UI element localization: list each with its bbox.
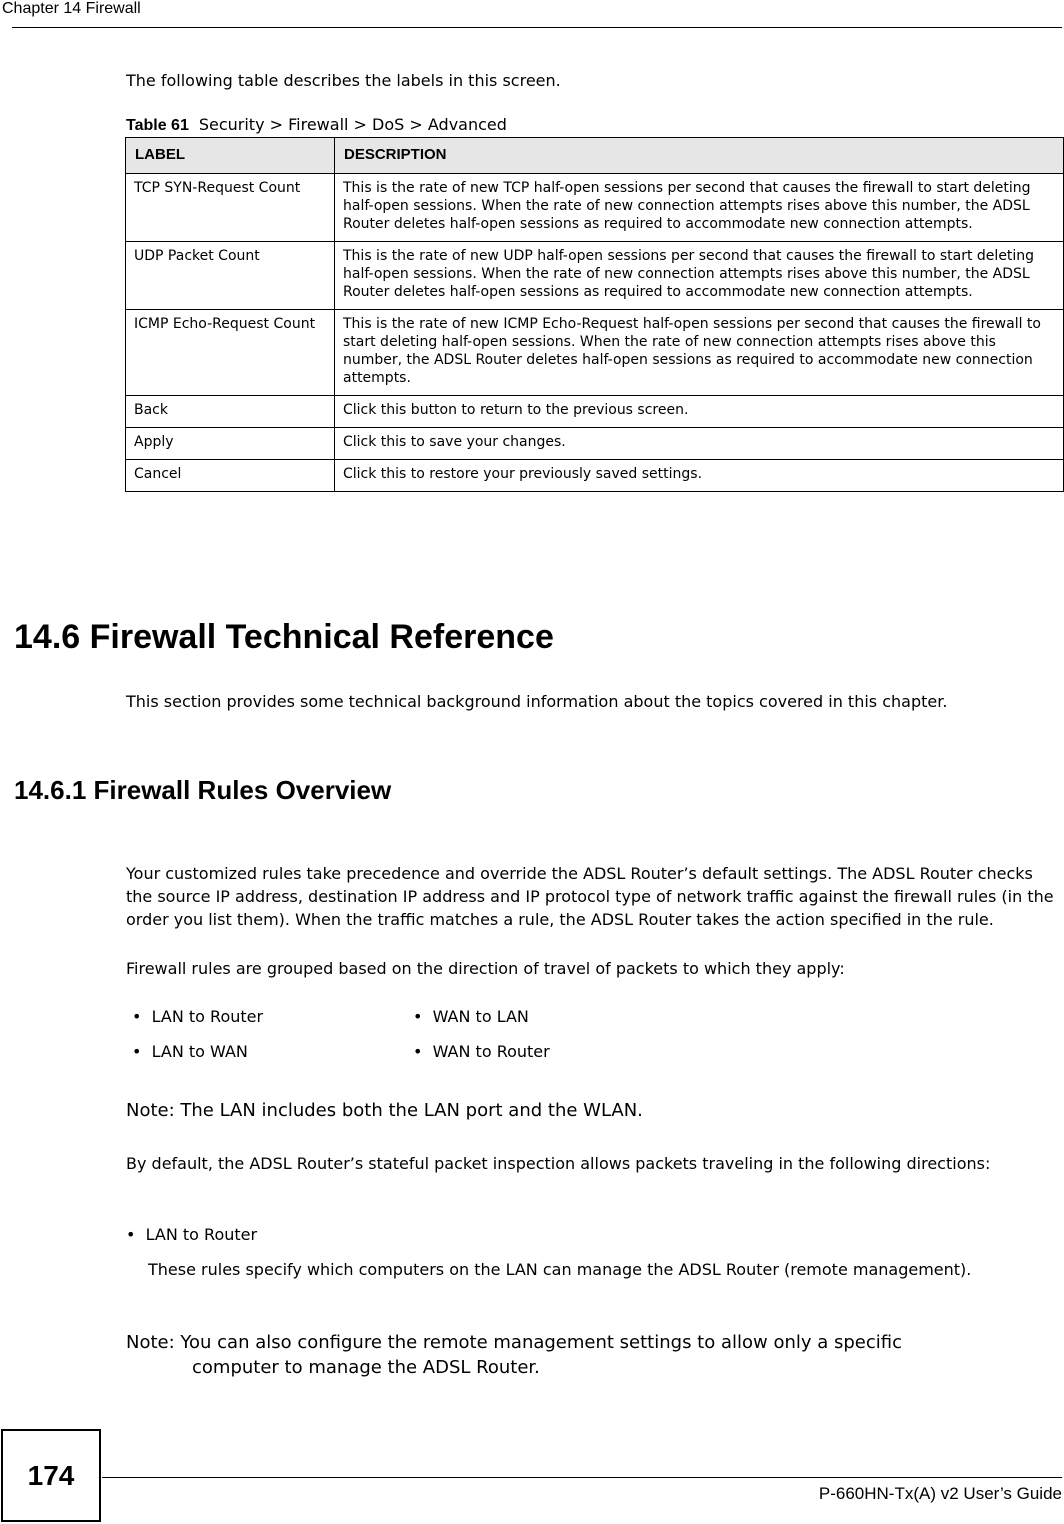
table-header-row	[126, 138, 1064, 174]
note-line: Note: You can also configure the remote management settings to allow only a specific	[126, 1332, 903, 1353]
table-caption	[126, 115, 507, 135]
table-row	[126, 460, 1064, 492]
row-description: Click this to restore your previously saved settings.	[335, 460, 1064, 492]
description-column-header: DESCRIPTION	[335, 138, 1064, 174]
page-number: 174	[1, 1429, 101, 1522]
note-remote-management	[126, 1330, 1056, 1380]
label-column-header: LABEL	[126, 138, 335, 174]
table-caption-title: Security > Firewall > DoS > Advanced	[198, 115, 507, 134]
list-item: • WAN to LAN	[413, 1007, 529, 1026]
table-row	[126, 174, 1064, 242]
note-line: computer to manage the ADSL Router.	[192, 1357, 540, 1378]
description-table	[125, 137, 1064, 492]
list-item: • LAN to WAN	[132, 1042, 248, 1061]
default-directions-paragraph: By default, the ADSL Router’s stateful packet inspection allows packets traveling in the following directions:	[126, 1154, 991, 1173]
bullet-description: These rules specify which computers on the LAN can manage the ADSL Router (remote management).	[148, 1260, 972, 1279]
guide-title: P-660HN-Tx(A) v2 User’s Guide	[818, 1484, 1062, 1503]
chapter-header: Chapter 14 Firewall	[2, 0, 141, 17]
header-divider	[12, 27, 1062, 28]
row-description: Click this to save your changes.	[335, 428, 1064, 460]
subsection-heading: 14.6.1 Firewall Rules Overview	[14, 775, 392, 805]
row-label: TCP SYN-Request Count	[126, 174, 335, 242]
footer-divider	[102, 1477, 1062, 1478]
section-intro: This section provides some technical background information about the topics covered in this chapter.	[126, 692, 948, 711]
row-label: ICMP Echo-Request Count	[126, 310, 335, 396]
list-item: • LAN to Router	[132, 1007, 264, 1026]
row-description: This is the rate of new UDP half-open sessions per second that causes the firewall to start deleting half-open sessions. When the rate of new connection attempts rises above this number, the ADSL Router deletes half-open sessions as required to accommodate new connection attempts.	[335, 242, 1064, 310]
row-description: Click this button to return to the previous screen.	[335, 396, 1064, 428]
table-caption-label: Table 61	[126, 117, 189, 134]
row-description: This is the rate of new ICMP Echo-Request half-open sessions per second that causes the firewall to start deleting half-open sessions. When the rate of new connection attempts rises above this number, the ADSL Router deletes half-open sessions as required to accommodate new connection attempts.	[335, 310, 1064, 396]
list-item: • WAN to Router	[413, 1042, 550, 1061]
rules-grouping-paragraph: Firewall rules are grouped based on the direction of travel of packets to which they apply:	[126, 959, 845, 978]
row-label: Cancel	[126, 460, 335, 492]
row-label: UDP Packet Count	[126, 242, 335, 310]
row-label: Apply	[126, 428, 335, 460]
table-row	[126, 428, 1064, 460]
list-item: • LAN to Router	[126, 1225, 258, 1244]
note-lan: Note: The LAN includes both the LAN port and the WLAN.	[126, 1100, 643, 1121]
row-label: Back	[126, 396, 335, 428]
table-row	[126, 242, 1064, 310]
row-description: This is the rate of new TCP half-open sessions per second that causes the firewall to start deleting half-open sessions. When the rate of new connection attempts rises above this number, the ADSL Router deletes half-open sessions as required to accommodate new connection attempts.	[335, 174, 1064, 242]
section-heading: 14.6 Firewall Technical Reference	[14, 618, 554, 656]
table-row	[126, 310, 1064, 396]
table-row	[126, 396, 1064, 428]
intro-text: The following table describes the labels in this screen.	[126, 71, 561, 90]
rules-overview-paragraph: Your customized rules take precedence and override the ADSL Router’s default settings. The ADSL Router checks the source IP address, destination IP address and IP protocol type of network traffic against the firewall rules (in the order you list them). When the traffic matches a rule, the ADSL Router takes the action specified in the rule.	[126, 864, 1054, 929]
